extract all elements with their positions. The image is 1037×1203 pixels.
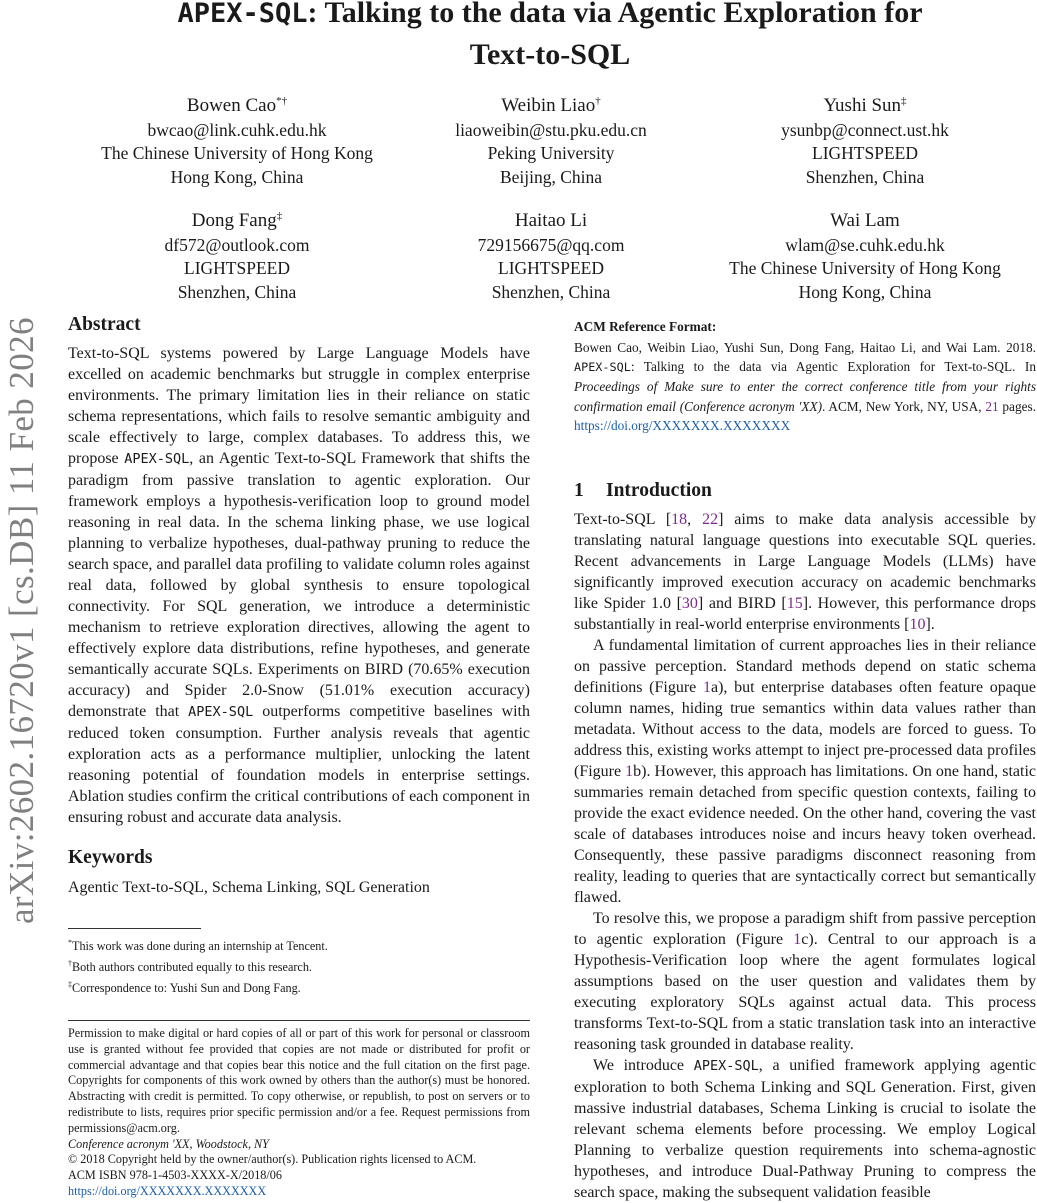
figure-reference-link[interactable]: 1 bbox=[702, 679, 711, 696]
citation-link[interactable]: 18 bbox=[671, 511, 688, 528]
footnote-text: This work was done during an internship at Tencent. bbox=[72, 939, 328, 953]
section-title: Introduction bbox=[606, 480, 712, 501]
section-number: 1 bbox=[574, 480, 584, 501]
figure-reference-link[interactable]: 1 bbox=[793, 931, 802, 948]
abstract-section bbox=[68, 313, 530, 828]
author-block bbox=[72, 203, 402, 304]
footnote bbox=[68, 955, 530, 976]
copyright-line: © 2018 Copyright held by the owner/author(s). Publication rights licensed to ACM. bbox=[68, 1152, 477, 1167]
introduction-section bbox=[574, 479, 1036, 1203]
author-affiliation: The Chinese University of Hong Kong bbox=[729, 258, 1001, 279]
keywords-heading: Keywords bbox=[68, 847, 153, 868]
permission-text: Permission to make digital or hard copies of all or part of this work for personal or classroom use is granted without fee provided that copies are not made or distributed for profit or commercial advantage and that copies bear this notice and the full citation on the first page. Copyrights for components of this work owned by others than the author(s) must be honored. Abstracting with credit is permitted. To copy otherwise, or republish, to post on servers or to redistribute to lists, requires prior specific permission and/or a fee. Request permissions from permissions@acm.org. bbox=[68, 1026, 530, 1135]
abstract-text bbox=[68, 343, 530, 828]
text-run: A fundamental limitation of current approaches lies in their reliance on passive perception. Standard methods depend on static schema definitions (Figure bbox=[574, 637, 1036, 696]
author-affiliation: LIGHTSPEED bbox=[812, 143, 918, 164]
citation-link[interactable]: 15 bbox=[786, 595, 803, 612]
text-run: , a unified framework applying agentic exploration to both Schema Linking and SQL Generation. First, given massive industrial databases, Schema Linking is crucial to isolate the relevant schema elements before processing. We employ Logical Planning to verbalize question requirements into schema-agnostic hypotheses, and introduce Dual-Pathway Pruning to compress the search space, making the subsequent validation feasible bbox=[574, 1057, 1037, 1201]
author-marks: ‡ bbox=[276, 210, 283, 222]
intro-paragraph bbox=[574, 908, 1036, 1055]
system-name-code: APEX-SQL bbox=[188, 704, 254, 720]
keywords-section bbox=[68, 846, 530, 898]
author-affiliation: The Chinese University of Hong Kong bbox=[101, 143, 373, 164]
footnote-text: Both authors contributed equally to this research. bbox=[72, 960, 312, 975]
text-run: c). Central to our approach is a Hypothesis-Verification loop where the agent formulates logical assumptions based on the user question and validates them by executing exploratory SQLs against actual data. This process transforms Text-to-SQL from a static translation task into an interactive reasoning task grounded in database reality. bbox=[574, 931, 1037, 1053]
footnote-mark: * bbox=[68, 938, 72, 947]
footnote-mark: † bbox=[68, 959, 72, 969]
footnote-divider bbox=[68, 928, 201, 929]
author-name: Dong Fang bbox=[191, 210, 277, 231]
title-system-name: APEX-SQL bbox=[177, 0, 308, 29]
text-run: We introduce bbox=[593, 1057, 694, 1074]
abstract-heading: Abstract bbox=[68, 314, 141, 335]
text-run: ]. bbox=[925, 616, 935, 633]
author-affiliation: Peking University bbox=[487, 143, 615, 164]
permission-divider bbox=[68, 1020, 530, 1021]
introduction-heading bbox=[574, 479, 1036, 503]
system-name-code: APEX-SQL bbox=[693, 1058, 759, 1074]
author-marks: † bbox=[595, 95, 601, 107]
author-name: Weibin Liao bbox=[501, 95, 596, 116]
abstract-text-part: outperforms competitive baselines with reduced token consumption. Further analysis reveals that agentic exploration acts as a performance multiplier, unlocking the latent reasoning potential of foundation models in enterprise settings. Ablation studies confirm the critical contributions of each component in ensuring robust and accurate data analysis. bbox=[68, 703, 530, 826]
author-location: Shenzhen, China bbox=[177, 281, 297, 302]
doi-link[interactable]: https://doi.org/XXXXXXX.XXXXXXX bbox=[68, 1183, 267, 1198]
text-run: , bbox=[687, 511, 703, 528]
author-email: df572@outlook.com bbox=[164, 235, 310, 255]
author-email: ysunbp@connect.ust.hk bbox=[781, 120, 949, 140]
author-location: Shenzhen, China bbox=[805, 166, 925, 187]
author-email: wlam@se.cuhk.edu.hk bbox=[785, 235, 945, 255]
paper-title bbox=[60, 0, 1037, 75]
system-name-code: APEX-SQL bbox=[574, 360, 631, 375]
author-marks: *† bbox=[276, 95, 288, 107]
figure-reference-link[interactable]: 1 bbox=[625, 763, 634, 780]
acm-reference-heading: ACM Reference Format: bbox=[574, 319, 717, 334]
text-run: ] aims to make data analysis accessible by translating natural language questions into executable SQL queries. Recent advancements in Large Language Models (LLMs) have significantly improved execution accuracy on academic benchmarks like Spider 1.0 [ bbox=[574, 511, 1037, 612]
title-line-2: Text-to-SQL bbox=[469, 38, 631, 71]
permission-block bbox=[68, 1026, 530, 1200]
author-location: Shenzhen, China bbox=[491, 281, 611, 302]
author-name: Bowen Cao bbox=[186, 95, 277, 116]
abstract-text-part: Text-to-SQL systems powered by Large Language Models have excelled on academic benchmarks but struggle in complex enterprise environments. The primary limitation lies in their reliance on static schema representations, which fails to resolve semantic ambiguity and scale effectively to large, complex databases. To address this, we propose bbox=[68, 345, 530, 467]
footnotes bbox=[68, 934, 530, 998]
author-name: Haitao Li bbox=[514, 210, 588, 231]
footnote-mark: ‡ bbox=[68, 980, 72, 990]
intro-paragraph bbox=[574, 509, 1036, 635]
title-line-1: : Talking to the data via Agentic Exploration for bbox=[307, 0, 923, 29]
author-email: bwcao@link.cuhk.edu.hk bbox=[147, 120, 327, 140]
keywords-text: Agentic Text-to-SQL, Schema Linking, SQL Generation bbox=[68, 879, 430, 896]
author-affiliation: LIGHTSPEED bbox=[184, 258, 290, 279]
citation-link[interactable]: 30 bbox=[681, 595, 698, 612]
author-location: Hong Kong, China bbox=[798, 281, 932, 302]
footnote-text: Correspondence to: Yushi Sun and Dong Fang. bbox=[72, 981, 301, 996]
system-name-code: APEX-SQL bbox=[124, 451, 190, 467]
intro-paragraph bbox=[574, 635, 1036, 908]
text-run: To resolve this, we propose a paradigm shift from passive perception to agentic exploration (Figure bbox=[574, 910, 1036, 948]
citation-link[interactable]: 22 bbox=[702, 511, 719, 528]
acm-reference-pages-word: pages. bbox=[998, 398, 1037, 414]
text-run: ]. However, this performance drops substantially in real-world enterprise environments [ bbox=[574, 595, 1037, 633]
conference-info: Conference acronym 'XX, Woodstock, NY bbox=[68, 1136, 269, 1151]
author-email: 729156675@qq.com bbox=[477, 235, 625, 255]
intro-paragraph bbox=[574, 1055, 1036, 1203]
text-run: b). However, this approach has limitations. On one hand, static summaries remain detached from specific question contexts, failing to provide the exact evidence needed. On the other hand, covering the vast scale of databases introduces noise and incurs heavy token overhead. Consequently, these passive paradigms disconnect reasoning from reality, leading to queries that are syntactically correct but semantically flawed. bbox=[574, 763, 1036, 906]
isbn-line: ACM ISBN 978-1-4503-XXXX-X/2018/06 bbox=[68, 1168, 282, 1183]
author-location: Beijing, China bbox=[499, 166, 603, 187]
text-run: Text-to-SQL [ bbox=[574, 511, 672, 528]
acm-reference-title: : Talking to the data via Agentic Exploration for Text-to-SQL. In bbox=[630, 359, 1036, 375]
footnote bbox=[68, 976, 530, 997]
acm-reference-proceedings: Proceedings of Make sure to enter the correct conference title from your rights confirmation email (Conference acronym 'XX) bbox=[574, 379, 1036, 414]
author-marks: ‡ bbox=[901, 95, 907, 107]
author-block bbox=[72, 88, 402, 189]
acm-reference-section bbox=[574, 318, 1036, 435]
abstract-text-part: , an Agentic Text-to-SQL Framework that shifts the paradigm from passive translation to agentic exploration. Our framework employs a hypothesis-verification loop to ground model reasoning in real data. In the schema linking phase, we use logical planning to verbalize hypotheses, dual-pathway pruning to reduce the search space, and parallel data profiling to validate column roles against real data, followed by global synthesis to ensure topological connectivity. For SQL generation, we introduce a deterministic mechanism to retrieve exploration directives, allowing the agent to effectively explore data distributions, refine hypotheses, and generate semantically accurate SQLs. Experiments on BIRD (70.65% execution accuracy) and Spider 2.0-Snow (51.01% execution accuracy) demonstrate that bbox=[68, 450, 531, 720]
text-run: a), but enterprise databases often feature opaque column names, hiding true semantics within data values rather than metadata. Without access to the data, models are forced to guess. To address this, existing works attempt to inject pre-processed data profiles (Figure bbox=[574, 679, 1036, 780]
author-email: liaoweibin@stu.pku.edu.cn bbox=[455, 120, 647, 140]
author-affiliation: LIGHTSPEED bbox=[498, 258, 604, 279]
acm-reference-pages-link[interactable]: 21 bbox=[985, 398, 999, 414]
footnote bbox=[68, 934, 530, 955]
acm-reference-doi-link[interactable]: https://doi.org/XXXXXXX.XXXXXXX bbox=[574, 417, 791, 433]
author-block bbox=[386, 88, 716, 189]
acm-reference-text bbox=[574, 338, 1036, 435]
author-location: Hong Kong, China bbox=[170, 166, 304, 187]
author-name: Yushi Sun bbox=[823, 95, 902, 116]
acm-reference-publisher: . ACM, New York, NY, USA, bbox=[822, 398, 986, 414]
author-block bbox=[700, 88, 1030, 189]
author-name: Wai Lam bbox=[830, 210, 900, 231]
acm-reference-authors: Bowen Cao, Weibin Liao, Yushi Sun, Dong Fang, Haitao Li, and Wai Lam. 2018. bbox=[574, 340, 1036, 355]
citation-link[interactable]: 10 bbox=[909, 616, 926, 633]
author-block bbox=[386, 203, 716, 304]
author-block bbox=[700, 203, 1030, 304]
text-run: ] and BIRD [ bbox=[697, 595, 787, 612]
